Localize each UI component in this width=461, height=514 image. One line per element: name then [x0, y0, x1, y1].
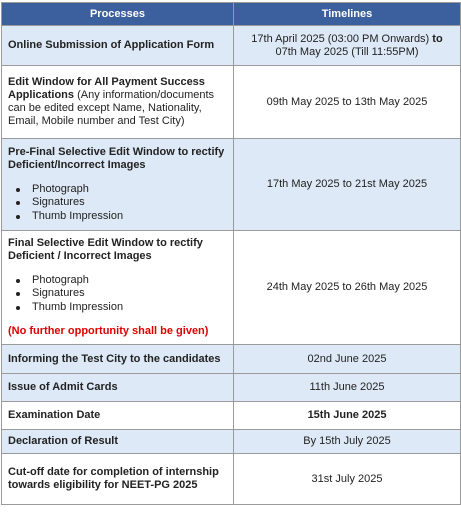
list-item-label: Thumb Impression	[32, 300, 124, 313]
list-item	[32, 301, 227, 315]
header-timelines: Timelines	[234, 3, 461, 26]
process-note: (Any information/documents can be edited except Name, Nationality, Email, Mobile number and Test City)	[8, 89, 215, 127]
process-title: Edit Window for All Payment Success Applications	[8, 76, 205, 101]
process-cell	[2, 231, 234, 345]
warning-note: (No further opportunity shall be given)	[8, 325, 209, 338]
table-header-row	[2, 3, 461, 26]
timeline-cell: 02nd June 2025	[234, 345, 461, 374]
list-item	[32, 183, 227, 197]
list-item	[32, 274, 227, 288]
header-processes: Processes	[2, 3, 234, 26]
table-row	[2, 374, 461, 402]
list-item-label: Photograph	[32, 182, 89, 195]
table-row	[2, 454, 461, 505]
list-item	[32, 210, 227, 224]
process-cell	[2, 139, 234, 231]
list-item	[32, 196, 227, 210]
list-item	[32, 287, 227, 301]
process-cell: Declaration of Result	[2, 430, 234, 454]
process-cell	[2, 66, 234, 139]
timeline-end: 07th May 2025 (Till 11:55PM)	[275, 45, 419, 58]
table-row	[2, 26, 461, 66]
table-row	[2, 231, 461, 345]
timeline-cell: By 15th July 2025	[234, 430, 461, 454]
process-cell: Issue of Admit Cards	[2, 374, 234, 402]
process-cell: Examination Date	[2, 402, 234, 430]
image-list	[8, 183, 227, 224]
table-row	[2, 345, 461, 374]
timeline-cell: 17th May 2025 to 21st May 2025	[234, 139, 461, 231]
timeline-cell: 15th June 2025	[234, 402, 461, 430]
bullet-icon	[16, 292, 20, 296]
process-title: Final Selective Edit Window to rectify Deficient / Incorrect Images	[8, 236, 203, 262]
schedule-table	[1, 2, 461, 505]
timeline-cell: 11th June 2025	[234, 374, 461, 402]
bullet-icon	[16, 188, 20, 192]
table-row	[2, 139, 461, 231]
bullet-icon	[16, 279, 20, 283]
process-cell: Cut-off date for completion of internship towards eligibility for NEET-PG 2025	[2, 454, 234, 505]
bullet-icon	[16, 306, 20, 310]
table-row	[2, 66, 461, 139]
process-title: Pre-Final Selective Edit Window to rectify Deficient/Incorrect Images	[8, 145, 225, 171]
process-cell: Informing the Test City to the candidates	[2, 345, 234, 374]
timeline-start: 17th April 2025 (03:00 PM Onwards)	[251, 32, 430, 45]
list-item-label: Signatures	[32, 196, 85, 209]
timeline-cell: 24th May 2025 to 26th May 2025	[234, 231, 461, 345]
image-list	[8, 274, 227, 315]
table-row	[2, 430, 461, 454]
bullet-icon	[16, 201, 20, 205]
process-cell: Online Submission of Application Form	[2, 26, 234, 66]
timeline-cell: 31st July 2025	[234, 454, 461, 505]
list-item-label: Thumb Impression	[32, 209, 124, 222]
list-item-label: Photograph	[32, 273, 89, 286]
timeline-cell	[234, 26, 461, 66]
table-row	[2, 402, 461, 430]
timeline-to: to	[432, 32, 443, 45]
list-item-label: Signatures	[32, 287, 85, 300]
timeline-cell: 09th May 2025 to 13th May 2025	[234, 66, 461, 139]
bullet-icon	[16, 215, 20, 219]
